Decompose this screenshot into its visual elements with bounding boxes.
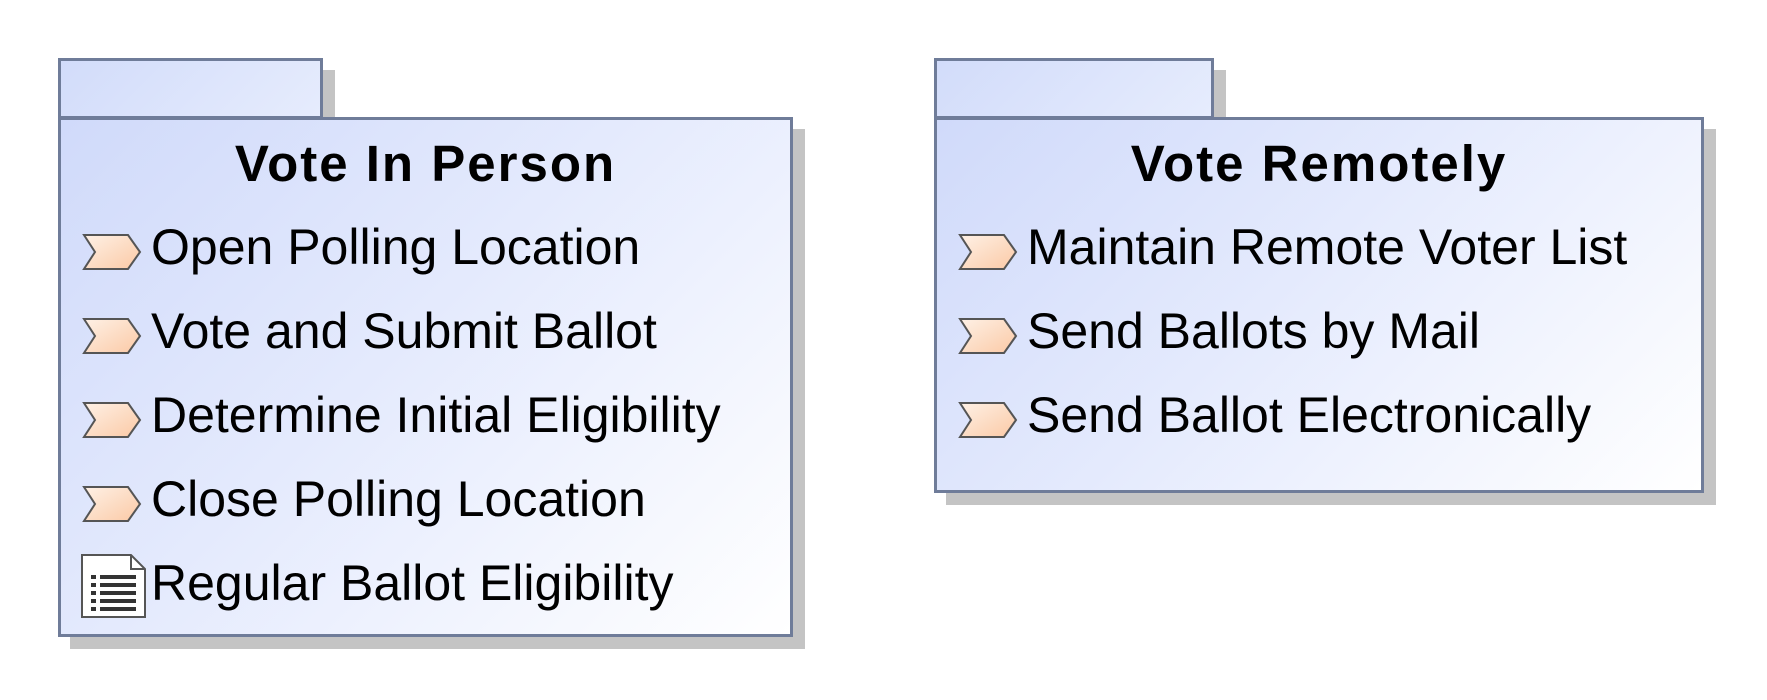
item-label: Determine Initial Eligibility — [151, 387, 721, 443]
package-vote-in-person[interactable] — [58, 58, 793, 637]
package-body — [58, 117, 793, 637]
list-item[interactable] — [81, 217, 721, 301]
activity-chevron-icon — [957, 301, 1023, 361]
item-label: Regular Ballot Eligibility — [151, 555, 674, 611]
list-item[interactable] — [957, 301, 1627, 385]
package-title: Vote Remotely — [1130, 135, 1508, 192]
item-label: Open Polling Location — [151, 219, 641, 275]
list-item[interactable] — [81, 553, 721, 637]
list-item[interactable] — [957, 385, 1627, 469]
item-label: Close Polling Location — [151, 471, 646, 527]
package-item-list — [957, 217, 1627, 469]
list-item[interactable] — [81, 301, 721, 385]
activity-chevron-icon — [81, 469, 147, 529]
activity-chevron-icon — [81, 385, 147, 445]
list-item[interactable] — [957, 217, 1627, 301]
activity-chevron-icon — [957, 217, 1023, 277]
package-body — [934, 117, 1704, 493]
item-label: Send Ballots by Mail — [1027, 303, 1481, 359]
item-label: Vote and Submit Ballot — [151, 303, 657, 359]
package-item-list — [81, 217, 721, 637]
package-tab — [934, 58, 1214, 119]
document-icon — [81, 553, 147, 613]
activity-chevron-icon — [81, 301, 147, 361]
activity-chevron-icon — [957, 385, 1023, 445]
package-vote-remotely[interactable] — [934, 58, 1704, 493]
activity-chevron-icon — [81, 217, 147, 277]
item-label: Maintain Remote Voter List — [1027, 219, 1628, 275]
package-tab — [58, 58, 323, 119]
list-item[interactable] — [81, 469, 721, 553]
list-item[interactable] — [81, 385, 721, 469]
package-title: Vote In Person — [234, 135, 617, 192]
item-label: Send Ballot Electronically — [1027, 387, 1592, 443]
